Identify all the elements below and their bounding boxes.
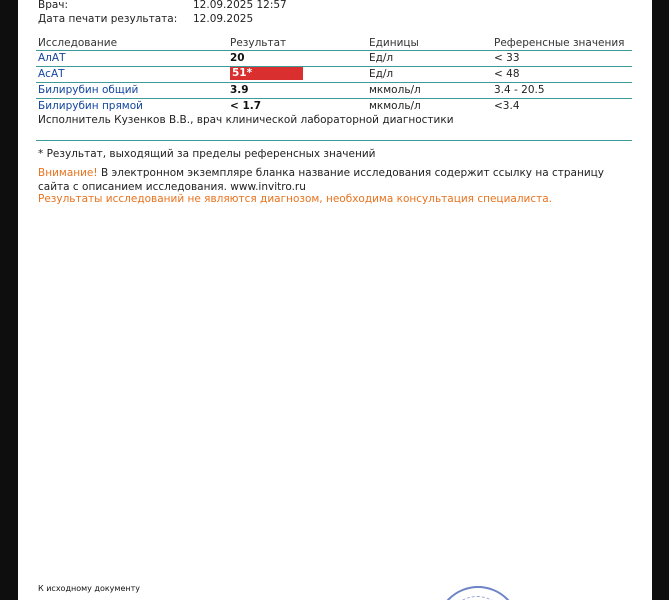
- header-reference: Референсные значения: [494, 37, 625, 49]
- units-value: мкмоль/л: [369, 100, 421, 112]
- warning-block: [38, 167, 638, 194]
- units-value: Ед/л: [369, 52, 394, 64]
- reference-value: 3.4 - 20.5: [494, 84, 545, 96]
- doctor-label: Врач:: [38, 0, 69, 11]
- lab-report-page: [18, 0, 652, 600]
- table-row: [38, 99, 632, 114]
- header-result: Результат: [230, 37, 287, 49]
- header-units: Единицы: [369, 37, 419, 49]
- units-value: Ед/л: [369, 68, 394, 80]
- footnote: * Результат, выходящий за пределы референсных значений: [38, 148, 376, 160]
- reference-value: < 48: [494, 68, 520, 80]
- table-row: [38, 83, 632, 98]
- table-row: [38, 51, 632, 66]
- result-value-flagged: 51*: [230, 67, 303, 80]
- units-value: мкмоль/л: [369, 84, 421, 96]
- section-divider: [36, 140, 632, 141]
- test-link-bilirubin-direct[interactable]: Билирубин прямой: [38, 100, 143, 112]
- header-test: Исследование: [38, 37, 118, 49]
- disclaimer: Результаты исследований не являются диагнозом, необходима консультация специалиста.: [38, 193, 553, 205]
- result-value: < 1.7: [230, 100, 262, 112]
- source-document-link[interactable]: К исходному документу: [38, 584, 140, 593]
- table-row: [38, 67, 632, 82]
- reference-value: < 33: [494, 52, 520, 64]
- test-link-bilirubin-total[interactable]: Билирубин общий: [38, 84, 139, 96]
- result-value: 20: [230, 52, 245, 64]
- doctor-value: 12.09.2025 12:57: [193, 0, 287, 11]
- table-header: [38, 37, 632, 51]
- result-value: 3.9: [230, 84, 249, 96]
- warning-label: Внимание!: [38, 167, 98, 179]
- stamp-seal: [436, 586, 520, 600]
- warning-text: В электронном экземпляре бланка название исследования содержит ссылку на страницу сайта с описанием исследования. www.invitro.ru: [38, 167, 605, 193]
- test-link-asat[interactable]: АсАТ: [38, 68, 65, 80]
- reference-value: <3.4: [494, 100, 520, 112]
- test-link-alat[interactable]: АлАТ: [38, 52, 66, 64]
- print-date-row: [38, 13, 254, 25]
- print-date-label: Дата печати результата:: [38, 13, 178, 25]
- performer-text: Исполнитель Кузенков В.В., врач клинической лабораторной диагностики: [38, 114, 454, 126]
- print-date-value: 12.09.2025: [193, 13, 254, 25]
- doctor-row: [38, 0, 287, 11]
